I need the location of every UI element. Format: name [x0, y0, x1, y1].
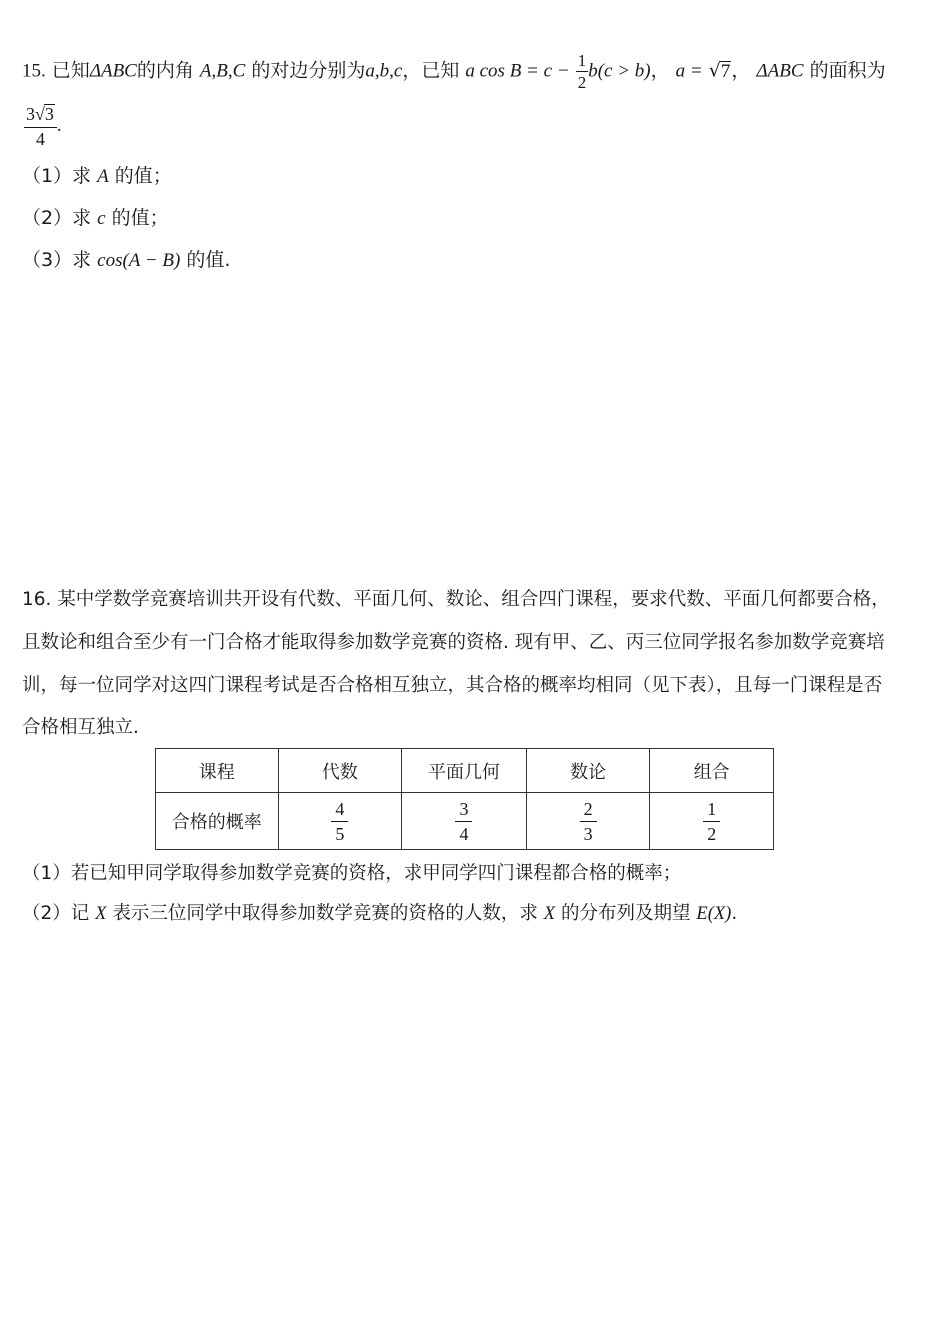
q15-area-fraction: [24, 104, 57, 148]
q16-line-3: 训，每一位同学对这四门课程考试是否合格相互独立，其合格的概率均相同（见下表），且每一门课程是否: [22, 675, 883, 696]
q15-area-denominator: 4: [35, 128, 45, 149]
table-header-number-theory: 数论: [526, 749, 650, 793]
q16-line-1: 16. 某中学数学竞赛培训共开设有代数、平面几何、数论、组合四门课程，要求代数、平面几何都要合格，: [22, 589, 890, 610]
q15-part-3-expr: cos(A − B): [97, 250, 181, 271]
q15-line1: [22, 52, 886, 92]
q16-line-4: 合格相互独立.: [22, 717, 139, 738]
table-cell-algebra: [278, 793, 402, 850]
q16-part-2-label: （2）记: [22, 903, 90, 924]
q15-part-3-label: （3）求: [22, 249, 92, 271]
q15-fraction-half: [576, 52, 589, 91]
prob-den: 5: [335, 823, 345, 844]
table-row: [156, 793, 774, 850]
q15-a-equals: a =: [675, 60, 703, 82]
q16-line-2: 且数论和组合至少有一门合格才能取得参加数学竞赛的资格. 现有甲、乙、丙三位同学报名参加数学竞赛培: [22, 632, 885, 653]
prob-den: 3: [583, 823, 593, 844]
q15-period: .: [56, 114, 62, 136]
prob-fraction-combinatorics: [703, 800, 720, 843]
q15-area-radicand: 3: [44, 104, 54, 124]
q15-number: 15.: [22, 60, 46, 82]
sqrt-icon: √: [708, 59, 721, 82]
table-row: [156, 749, 774, 793]
sqrt-icon: √: [35, 104, 45, 124]
q16-part-2-end: .: [731, 903, 738, 924]
q16-part-1: （1）若已知甲同学取得参加数学竞赛的资格，求甲同学四门课程都合格的概率；: [22, 863, 682, 884]
q15-text-1: 已知: [51, 59, 90, 82]
q15-sqrt7: 7: [720, 60, 731, 82]
prob-fraction-plane-geometry: [455, 800, 472, 843]
q15-part-3: [22, 247, 230, 274]
table-header-combinatorics: 组合: [650, 749, 774, 793]
q15-part-2-var: c: [97, 208, 106, 229]
prob-fraction-algebra: [331, 800, 348, 843]
table-cell-plane-geometry: [402, 793, 527, 850]
q15-text-7: 的面积为: [809, 59, 886, 82]
q15-triangle-2: ΔABC: [756, 60, 804, 82]
table-cell-number-theory: [526, 793, 650, 850]
table-row-label: 合格的概率: [156, 793, 279, 850]
q15-part-1-label: （1）求: [22, 165, 92, 187]
q16-part-2-text-2: 的分布列及期望: [560, 903, 691, 924]
q15-area-coef: 3: [26, 104, 35, 124]
prob-num: 3: [455, 800, 472, 822]
q15-text-5: ，: [650, 59, 670, 82]
q15-part-2: [22, 205, 169, 232]
q15-sides: a,b,c: [365, 60, 403, 82]
q15-angles: A,B,C: [199, 60, 246, 82]
q16-part-2: [22, 900, 737, 928]
q15-fraction-half-num: 1: [577, 51, 587, 70]
prob-den: 4: [459, 823, 469, 844]
q16-part-2-expectation: E(X): [696, 904, 732, 924]
table-header-algebra: 代数: [278, 749, 402, 793]
q15-equation-lhs: a cos B = c −: [465, 60, 570, 82]
q15-triangle: ΔABC: [89, 60, 137, 82]
q16-part-2-text: 表示三位同学中取得参加数学竞赛的资格的人数，求: [112, 903, 538, 924]
q16-part-2-x2: X: [543, 904, 556, 924]
q15-part-1-var: A: [97, 166, 109, 187]
q15-part-1: [22, 163, 172, 190]
q15-part-1-end: 的值；: [114, 165, 172, 187]
prob-num: 1: [703, 800, 720, 822]
table-header-course: 课程: [156, 749, 279, 793]
prob-num: 4: [331, 800, 348, 822]
q15-equation-rhs: b(c > b): [588, 60, 651, 82]
q15-text-4: ，已知: [402, 59, 460, 82]
q15-text-6: ，: [731, 59, 751, 82]
q15-fraction-half-den: 2: [577, 73, 587, 92]
prob-num: 2: [580, 800, 597, 822]
q15-area-value: [24, 104, 62, 148]
q15-text-2: 的内角: [136, 59, 194, 82]
q15-part-2-end: 的值；: [111, 207, 169, 229]
q15-area-numerator: [24, 104, 57, 128]
q16-part-2-x: X: [95, 904, 107, 924]
q15-part-3-end: 的值.: [186, 249, 231, 271]
prob-den: 2: [707, 823, 717, 844]
table-header-plane-geometry: 平面几何: [402, 749, 527, 793]
prob-fraction-number-theory: [580, 800, 597, 843]
q15-text-3: 的对边分别为: [251, 59, 366, 82]
probability-table: [155, 748, 774, 850]
q15-part-2-label: （2）求: [22, 207, 92, 229]
table-cell-combinatorics: [650, 793, 774, 850]
